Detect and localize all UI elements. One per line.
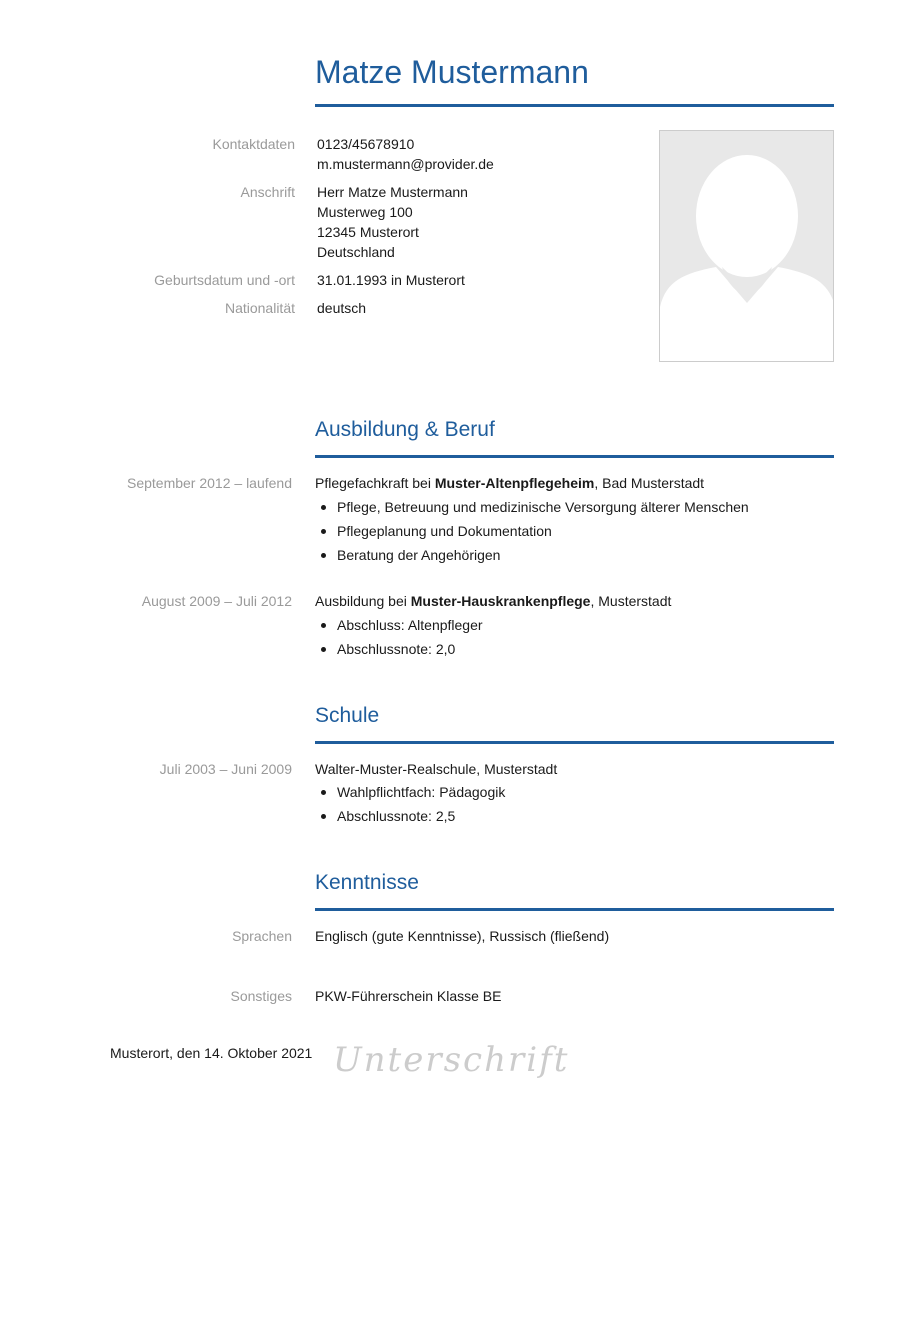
- career-position: [315, 473, 704, 493]
- profile-photo: [659, 130, 834, 362]
- career-period: August 2009 – Juli 2012: [141, 593, 292, 609]
- section-divider: [315, 908, 834, 911]
- section-divider: [315, 455, 834, 458]
- phone-value: 0123/45678910: [317, 136, 415, 152]
- signature: Unterschrift: [333, 1040, 570, 1080]
- employer-name: Muster-Altenpflegeheim: [434, 475, 595, 491]
- languages-value: Englisch (gute Kenntnisse), Russisch (fließend): [315, 928, 610, 944]
- title-divider: [315, 104, 834, 107]
- address-label: Anschrift: [240, 184, 295, 200]
- contact-label: Kontaktdaten: [212, 136, 295, 152]
- section-title-career: Ausbildung & Beruf: [315, 418, 495, 441]
- list-item: Abschluss: Altenpfleger: [315, 613, 483, 637]
- position-prefix: Ausbildung bei: [315, 593, 411, 609]
- career-duties-list: [315, 495, 749, 567]
- school-details-list: [315, 780, 505, 828]
- list-item: Pflegeplanung und Dokumentation: [315, 519, 749, 543]
- list-item: Abschlussnote: 2,0: [315, 637, 483, 661]
- birth-label: Geburtsdatum und -ort: [154, 272, 295, 288]
- address-line: Herr Matze Mustermann: [317, 184, 468, 200]
- position-suffix: , Musterstadt: [590, 593, 672, 609]
- employer-name: Muster-Hauskrankenpflege: [410, 593, 591, 609]
- career-position: [315, 591, 671, 611]
- email-value: m.mustermann@provider.de: [317, 156, 494, 172]
- person-silhouette-icon: [660, 131, 834, 362]
- birth-value: 31.01.1993 in Musterort: [317, 272, 465, 288]
- other-skills-value: PKW-Führerschein Klasse BE: [315, 988, 502, 1004]
- other-skills-label: Sonstiges: [230, 988, 292, 1004]
- career-duties-list: [315, 613, 483, 661]
- address-line: Deutschland: [317, 244, 395, 260]
- section-title-school: Schule: [315, 704, 380, 727]
- list-item: Wahlpflichtfach: Pädagogik: [315, 780, 505, 804]
- position-suffix: , Bad Musterstadt: [594, 475, 705, 491]
- school-period: Juli 2003 – Juni 2009: [159, 761, 292, 777]
- list-item: Abschlussnote: 2,5: [315, 804, 505, 828]
- address-line: 12345 Musterort: [317, 224, 419, 240]
- languages-label: Sprachen: [232, 928, 292, 944]
- list-item: Beratung der Angehörigen: [315, 543, 749, 567]
- position-prefix: Pflegefachkraft bei: [315, 475, 435, 491]
- nationality-label: Nationalität: [224, 300, 295, 316]
- address-line: Musterweg 100: [317, 204, 413, 220]
- signature-place-date: Musterort, den 14. Oktober 2021: [110, 1045, 313, 1061]
- career-period: September 2012 – laufend: [126, 475, 292, 491]
- list-item: Pflege, Betreuung und medizinische Versorgung älterer Menschen: [315, 495, 749, 519]
- section-divider: [315, 741, 834, 744]
- school-name: Walter-Muster-Realschule, Musterstadt: [315, 761, 558, 777]
- page-title: Matze Mustermann: [315, 54, 589, 90]
- section-title-skills: Kenntnisse: [315, 871, 419, 894]
- nationality-value: deutsch: [317, 300, 367, 316]
